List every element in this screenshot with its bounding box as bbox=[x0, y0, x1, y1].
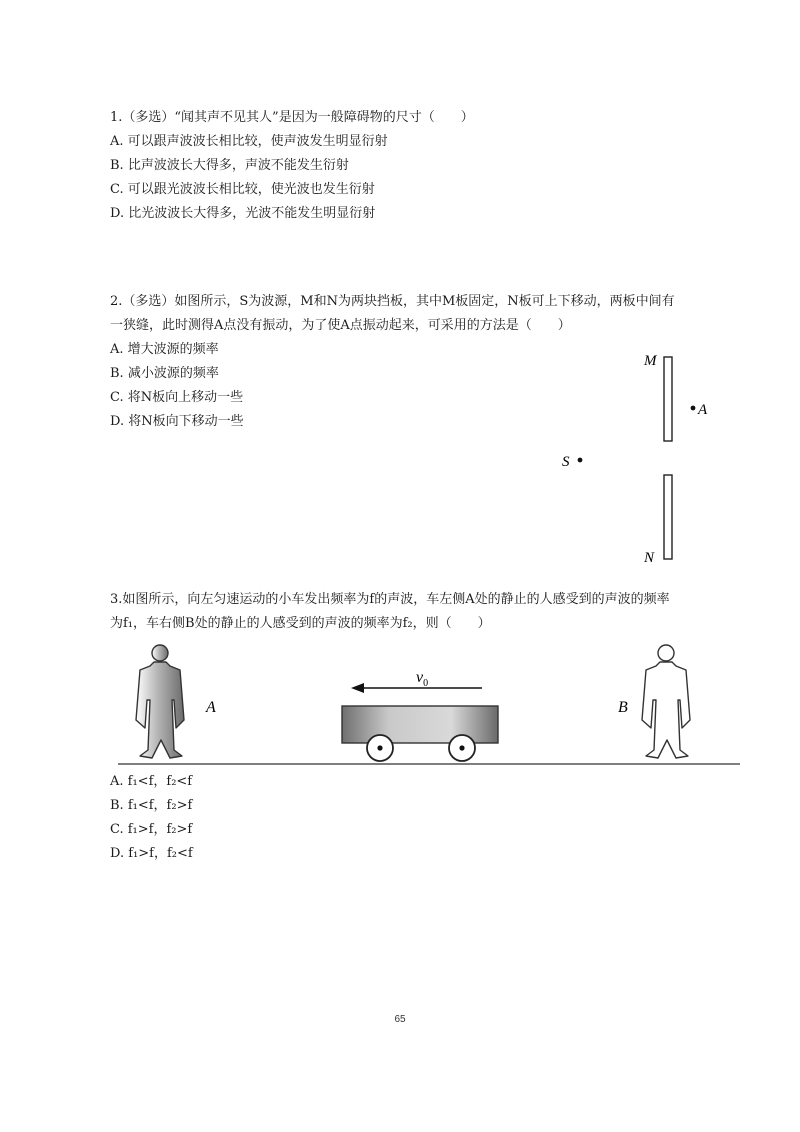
label-n: N bbox=[644, 550, 655, 566]
page-number: 65 bbox=[394, 1014, 406, 1025]
question-2-stem-line-1: 2.（多选）如图所示，S为波源，M和N为两块挡板，其中M板固定，N板可上下移动，两板中间有 bbox=[110, 294, 675, 309]
cart bbox=[342, 706, 498, 761]
question-3 bbox=[110, 588, 750, 636]
label-a: A bbox=[698, 402, 708, 418]
person-b bbox=[642, 645, 690, 758]
question-3-stem-line-1: 3.如图所示，向左匀速运动的小车发出频率为f的声波，车左侧A处的静止的人感受到的声波的频率 bbox=[110, 592, 670, 607]
question-2-option-d: D. 将N板向下移动一些 bbox=[110, 414, 244, 429]
board-n bbox=[664, 475, 672, 559]
question-3-option-a: A. f₁<f，f₂<f bbox=[110, 774, 193, 789]
label-b: B bbox=[618, 699, 628, 716]
question-2-option-a: A. 增大波源的频率 bbox=[110, 342, 219, 357]
question-2-option-c: C. 将N板向上移动一些 bbox=[110, 390, 244, 405]
question-3-option-b: B. f₁<f，f₂>f bbox=[110, 798, 193, 813]
question-1-stem: 1.（多选）“闻其声不见其人”是因为一般障碍物的尺寸（ ） bbox=[110, 110, 474, 125]
question-1-option-d: D. 比光波波长大得多，光波不能发生明显衍射 bbox=[110, 206, 376, 221]
point-a-dot bbox=[691, 406, 696, 411]
question-1-option-b: B. 比声波波长大得多，声波不能发生衍射 bbox=[110, 158, 349, 173]
label-s: S bbox=[562, 454, 570, 470]
question-3-option-d: D. f₁>f，f₂<f bbox=[110, 846, 193, 861]
label-a: A bbox=[206, 699, 216, 716]
question-1 bbox=[110, 106, 750, 226]
person-a bbox=[136, 645, 184, 758]
question-2-stem-line-2: 一狭缝，此时测得A点没有振动，为了使A点振动起来，可采用的方法是（ ） bbox=[110, 318, 571, 333]
question-3-stem-line-2: 为f₁，车右侧B处的静止的人感受到的声波的频率为f₂，则（ ） bbox=[110, 616, 491, 631]
wave-source-dot bbox=[578, 458, 583, 463]
question-1-option-c: C. 可以跟光波波长相比较，使光波也发生衍射 bbox=[110, 182, 375, 197]
question-2-option-b: B. 减小波源的频率 bbox=[110, 366, 219, 381]
question-1-option-a: A. 可以跟声波波长相比较，使声波发生明显衍射 bbox=[110, 134, 388, 149]
doppler-cart-figure bbox=[110, 640, 750, 770]
label-m: M bbox=[644, 353, 657, 369]
slit-diffraction-figure bbox=[550, 345, 730, 570]
board-m bbox=[664, 357, 672, 441]
question-3-options bbox=[110, 770, 750, 866]
question-3-option-c: C. f₁>f，f₂>f bbox=[110, 822, 193, 837]
velocity-label: $v_0$ bbox=[416, 669, 429, 689]
